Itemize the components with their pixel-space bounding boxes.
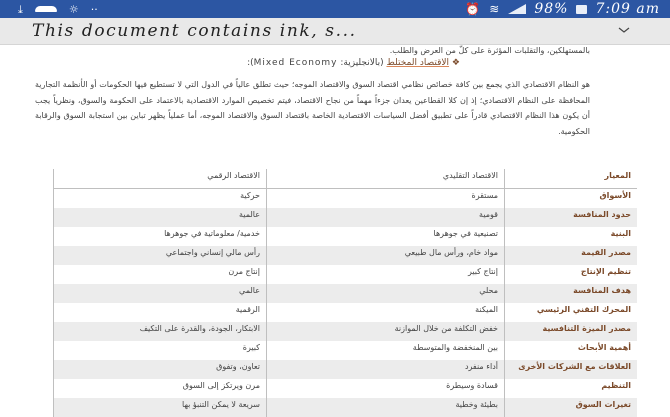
table-row [54,341,638,360]
cell-digital: حركية [54,189,267,209]
header-digital: الاقتصاد الرقمي [54,169,267,189]
signal-icon [508,4,526,14]
cell-criterion: مصدر الميزة التنافسية [505,322,638,341]
download-icon: ⤓ [18,2,23,16]
table-row [54,189,638,209]
cell-digital: الابتكار، الجودة، والقدرة على التكيف [54,322,267,341]
cell-criterion: الأسواق [505,189,638,209]
cell-traditional: محلي [267,284,505,303]
cell-traditional: إنتاج كبير [267,265,505,284]
cell-criterion: العلاقات مع الشركات الأخرى [505,360,638,379]
cell-criterion: تغيرات السوق [505,398,638,417]
table-row [54,322,638,341]
document-body [0,44,670,409]
cell-traditional: مواد خام، ورأس مال طبيعي [267,246,505,265]
cell-digital: عالمي [54,284,267,303]
cell-traditional: قومية [267,208,505,227]
cell-traditional: بين المنخفضة والمتوسطة [267,341,505,360]
cell-digital: الرقمية [54,303,267,322]
cell-digital: تعاون، وتفوق [54,360,267,379]
battery-icon [576,5,587,14]
dots-icon: ·· [90,2,98,16]
table-row [54,227,638,246]
table-row [54,265,638,284]
table-row [54,303,638,322]
top-line: بالمستهلكين، والتقلبات المؤثرة على كلّ من العرض والطلب. [389,46,590,55]
chevron-down-icon[interactable] [618,24,630,36]
cell-traditional: بطيئة وخطية [267,398,505,417]
clock: 7:09 am [595,1,660,17]
document-title: This document contains ink, s... [32,21,357,41]
cell-criterion: مصدر القيمة [505,246,638,265]
cell-digital: مرن ويرتكز إلى السوق [54,379,267,398]
cell-traditional: تصنيعية في جوهرها [267,227,505,246]
cell-traditional: خفض التكلفة من خلال الموازنة [267,322,505,341]
cell-criterion: المحرك التقني الرئيسي [505,303,638,322]
cell-traditional: أداء منفرد [267,360,505,379]
battery-percent: 98% [534,1,569,17]
bullet-icon: ❖ [451,58,460,68]
cell-traditional: الميكنة [267,303,505,322]
paragraph: هو النظام الاقتصادي الذي يجمع بين كافة خصائص نظامي اقتصاد السوق والاقتصاد الموجه؛ حيث تطلق عالياً في الدول التي لا تستطيع فيها الحكومات أو الأنظمة التجارية المحافظة على النظام الاقتصادي؛ إذ إن كلا القطاعين يعدان جزءاً مهماً من نجاح الاقتصاد، فيتم تخصيص الموارد الاقتصادية بالاعتماد على الحكومة والسوق، ونظرياً يجب أن يكون هذا النظام الاقتصادي قادراً على تطبيق أفضل السياسات الاقتصادية الخاصة باقتصاد السوق والاقتصاد الموجه، أما عملياً يظهر تباين بين استجابة السوق والرقابة الحكومية. [35,80,590,136]
comparison-table [53,169,637,417]
table-row [54,398,638,417]
cell-criterion: التنظيم [505,379,638,398]
cell-criterion: تنظيم الإنتاج [505,265,638,284]
cell-digital: إنتاج مرن [54,265,267,284]
cell-digital: كبيرة [54,341,267,360]
mixed-economy-link[interactable]: الاقتصاد المختلط [386,58,450,68]
header-traditional: الاقتصاد التقليدي [267,169,505,189]
weather-icon: ☼ [68,2,79,16]
cell-criterion: هدف المنافسة [505,284,638,303]
heading-suffix: (بالانجليزية: Mixed Economy): [247,58,384,68]
cell-digital: عالمية [54,208,267,227]
cell-digital: خدمية/ معلوماتية في جوهرها [54,227,267,246]
cell-traditional: مستقرة [267,189,505,209]
cell-criterion: حدود المنافسة [505,208,638,227]
cell-traditional: قسادة وسيطرة [267,379,505,398]
cloud-icon [35,6,57,12]
table-row [54,379,638,398]
table-row [54,208,638,227]
table-row [54,360,638,379]
cell-criterion: البنية [505,227,638,246]
status-bar [0,0,670,18]
section-heading [247,58,460,68]
document-title-bar[interactable] [0,18,670,45]
table-row [54,246,638,265]
cell-digital: رأس مالي إنساني واجتماعي [54,246,267,265]
cell-digital: سريعة لا يمكن التنبؤ بها [54,398,267,417]
status-icons-left [0,4,98,15]
cell-criterion: أهمية الأبحاث [505,341,638,360]
table-row [54,284,638,303]
wifi-icon: ≋ [489,2,501,16]
header-criterion: المعيار [505,169,638,189]
status-icons-right [465,1,670,17]
table-header-row [54,169,638,189]
alarm-icon: ⏰ [465,2,482,16]
